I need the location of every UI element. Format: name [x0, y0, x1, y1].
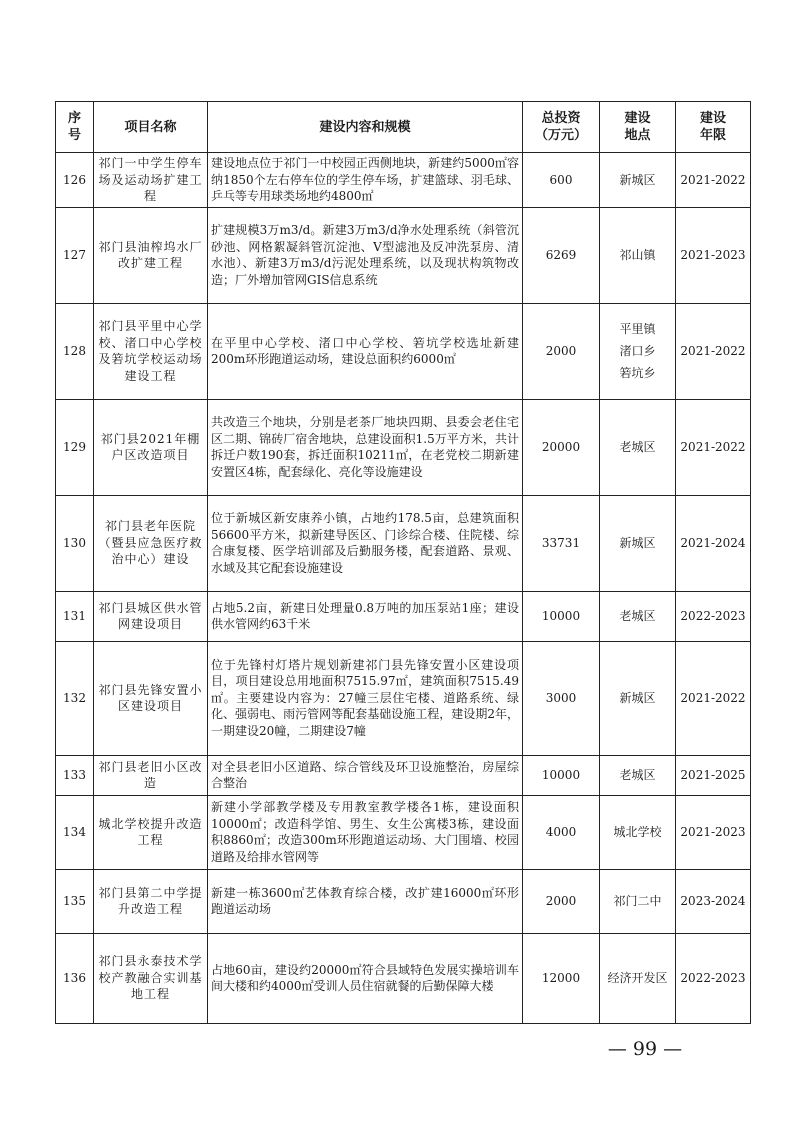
- project-content: 占地5.2亩，新建日处理量0.8万吨的加压泵站1座；建设供水管网约63千米: [208, 591, 523, 641]
- project-location: [600, 591, 676, 641]
- header-no-label: 序号: [67, 111, 81, 143]
- total-investment: 4000: [523, 795, 600, 869]
- row-number: 128: [56, 303, 94, 399]
- header-years: [676, 102, 751, 153]
- table-row: [56, 933, 751, 1023]
- location-line: 老城区: [619, 767, 656, 782]
- project-content: 共改造三个地块，分别是老茶厂地块四期、县委会老住宅区二期、锦砖厂宿舍地块，总建设面积1.5万平方米，共计拆迁户数190套，拆迁面积10211㎡，在老党校二期新建安置区4栋，配套绿化、亮化等设施建设: [208, 399, 523, 495]
- header-no: [56, 102, 94, 153]
- table-row: [56, 591, 751, 641]
- row-number: 133: [56, 755, 94, 795]
- total-investment: 2000: [523, 303, 600, 399]
- header-investment-line1: 总投资: [541, 111, 581, 126]
- table-row: [56, 641, 751, 755]
- project-name: 祁门县油榨坞水厂改扩建工程: [94, 207, 208, 303]
- project-table: [55, 101, 751, 1024]
- header-content: 建设内容和规模: [208, 102, 523, 153]
- row-number: 131: [56, 591, 94, 641]
- project-content: 占地60亩，建设约20000㎡符合县域特色发展实操培训车间大楼和约4000㎡受训人员住宿就餐的后勤保障大楼: [208, 933, 523, 1023]
- project-location: [600, 207, 676, 303]
- row-number: 127: [56, 207, 94, 303]
- table-row: [56, 755, 751, 795]
- total-investment: 10000: [523, 591, 600, 641]
- project-content: 对全县老旧小区道路、综合管线及环卫设施整治，房屋综合整治: [208, 755, 523, 795]
- location-line: 老城区: [619, 439, 656, 454]
- construction-years: 2021-2022: [676, 399, 751, 495]
- page-number: — 99 —: [607, 1038, 683, 1060]
- total-investment: 12000: [523, 933, 600, 1023]
- total-investment: 10000: [523, 755, 600, 795]
- header-location-line1: 建设: [624, 111, 651, 126]
- project-content: 新建小学部教学楼及专用教室教学楼各1栋，建设面积10000㎡；改造科学馆、男生、女生公寓楼3栋，建设面积8860㎡；改造300m环形跑道运动场、大门围墙、校园道路及给排水管网等: [208, 795, 523, 869]
- construction-years: 2021-2022: [676, 153, 751, 208]
- project-name: 祁门县平里中心学校、渚口中心学校及箬坑学校运动场建设工程: [94, 303, 208, 399]
- project-table-container: [55, 101, 750, 1024]
- project-name: 祁门县2021年棚户区改造项目: [94, 399, 208, 495]
- project-location: [600, 795, 676, 869]
- location-line: 祁山镇: [619, 247, 656, 262]
- project-content: 新建一栋3600㎡艺体教育综合楼，改扩建16000㎡环形跑道运动场: [208, 869, 523, 933]
- location-line: 老城区: [619, 608, 656, 623]
- total-investment: 3000: [523, 641, 600, 755]
- project-location: [600, 303, 676, 399]
- construction-years: 2021-2025: [676, 755, 751, 795]
- project-location: [600, 869, 676, 933]
- table-row: [56, 153, 751, 208]
- total-investment: 2000: [523, 869, 600, 933]
- project-location: [600, 153, 676, 208]
- project-location: [600, 399, 676, 495]
- construction-years: 2022-2023: [676, 591, 751, 641]
- project-content: 位于先锋村灯塔片规划新建祁门县先锋安置小区建设项目，项目建设总用地面积7515.97㎡，建筑面积7515.49㎡。主要建设内容为：27幢三层住宅楼、道路系统、绿化、强弱电、雨污管网等配套基础设施工程，建设期2年，一期建设20幢，二期建设7幢: [208, 641, 523, 755]
- location-line: 箬坑乡: [619, 366, 656, 380]
- project-name: 祁门县先锋安置小区建设项目: [94, 641, 208, 755]
- row-number: 126: [56, 153, 94, 208]
- row-number: 130: [56, 495, 94, 591]
- location-line: 新城区: [619, 690, 656, 705]
- row-number: 134: [56, 795, 94, 869]
- header-location-line2: 地点: [624, 128, 651, 143]
- table-row: [56, 399, 751, 495]
- header-name: 项目名称: [94, 102, 208, 153]
- project-location: [600, 641, 676, 755]
- location-line: 新城区: [619, 172, 656, 187]
- table-row: [56, 869, 751, 933]
- construction-years: 2021-2023: [676, 207, 751, 303]
- construction-years: 2023-2024: [676, 869, 751, 933]
- row-number: 135: [56, 869, 94, 933]
- table-header-row: [56, 102, 751, 153]
- location-line: 渚口乡: [619, 344, 656, 358]
- project-content: 位于新城区新安康养小镇，占地约178.5亩，总建筑面积56600平方米，拟新建导医区、门诊综合楼、住院楼、综合康复楼、医学培训部及后勤服务楼，配套道路、景观、水域及其它配套设施建设: [208, 495, 523, 591]
- total-investment: 6269: [523, 207, 600, 303]
- row-number: 132: [56, 641, 94, 755]
- location-line: 经济开发区: [607, 970, 668, 985]
- total-investment: 33731: [523, 495, 600, 591]
- header-location: [600, 102, 676, 153]
- table-body: [56, 153, 751, 1024]
- project-content: 建设地点位于祁门一中校园正西侧地块，新建约5000㎡容纳1850个左右停车位的学生停车场，扩建篮球、羽毛球、乒乓等专用球类场地约4800㎡: [208, 153, 523, 208]
- project-content: 扩建规模3万m3/d。新建3万m3/d净水处理系统（斜管沉砂池、网格絮凝斜管沉淀池、V型滤池及反冲洗泵房、清水池）、新建3万m3/d污泥处理系统，以及现状构筑物改造；厂外增加管网GIS信息系统: [208, 207, 523, 303]
- project-location: [600, 755, 676, 795]
- project-name: 祁门县老旧小区改造: [94, 755, 208, 795]
- table-row: [56, 303, 751, 399]
- location-line: 新城区: [619, 535, 656, 550]
- project-content: 在平里中心学校、渚口中心学校、箬坑学校选址新建200m环形跑道运动场，建设总面积约6000㎡: [208, 303, 523, 399]
- header-investment: [523, 102, 600, 153]
- construction-years: 2021-2022: [676, 303, 751, 399]
- project-name: 祁门县城区供水管网建设项目: [94, 591, 208, 641]
- project-name: 祁门县第二中学提升改造工程: [94, 869, 208, 933]
- header-years-line2: 年限: [699, 128, 726, 143]
- total-investment: 20000: [523, 399, 600, 495]
- construction-years: 2021-2022: [676, 641, 751, 755]
- row-number: 129: [56, 399, 94, 495]
- project-name: 祁门县老年医院（暨县应急医疗救治中心）建设: [94, 495, 208, 591]
- location-line: 平里镇: [619, 322, 656, 336]
- table-row: [56, 795, 751, 869]
- location-line: 祁门二中: [613, 893, 662, 908]
- project-name: 城北学校提升改造工程: [94, 795, 208, 869]
- total-investment: 600: [523, 153, 600, 208]
- construction-years: 2021-2023: [676, 795, 751, 869]
- project-location: [600, 495, 676, 591]
- construction-years: 2021-2024: [676, 495, 751, 591]
- project-name: 祁门一中学生停车场及运动场扩建工程: [94, 153, 208, 208]
- header-years-line1: 建设: [699, 111, 726, 126]
- table-row: [56, 495, 751, 591]
- location-line: 城北学校: [613, 824, 662, 839]
- header-investment-line2: （万元）: [534, 128, 587, 143]
- project-name: 祁门县永泰技术学校产教融合实训基地工程: [94, 933, 208, 1023]
- project-location: [600, 933, 676, 1023]
- construction-years: 2022-2023: [676, 933, 751, 1023]
- table-row: [56, 207, 751, 303]
- row-number: 136: [56, 933, 94, 1023]
